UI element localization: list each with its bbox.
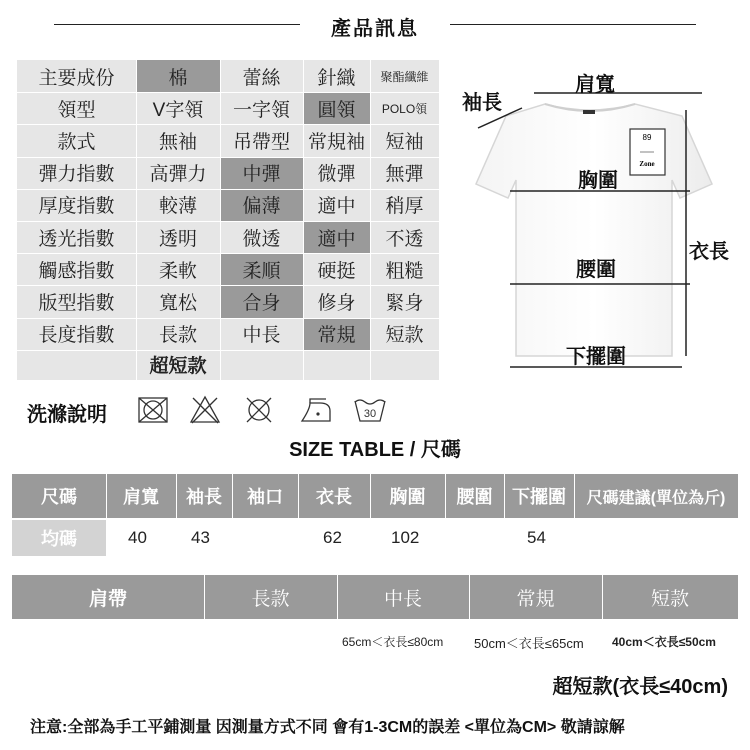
- shirt-label-length: 衣長: [689, 241, 729, 263]
- shirt-label-chest: 胸圍: [578, 170, 618, 192]
- wash-temp: 30: [363, 408, 377, 420]
- attr-option: 長款: [158, 325, 197, 347]
- value-length: 62: [323, 528, 342, 547]
- attr-label: 款式: [57, 131, 96, 153]
- grid-divider: [17, 92, 439, 93]
- no-wash-icon: [136, 393, 170, 432]
- attr-option: 透明: [158, 228, 197, 250]
- shirt-label-sleeve: 袖長: [462, 92, 502, 114]
- value-hem: 54: [527, 528, 546, 547]
- attr-option: 蕾絲: [242, 67, 281, 89]
- size-header-cell: 腰圍: [456, 487, 493, 507]
- attr-option: 針織: [317, 67, 356, 89]
- no-tumble-dry-icon: [242, 393, 276, 432]
- length-header-cell: 常規: [516, 588, 555, 610]
- length-header-divider: [204, 575, 205, 619]
- attribute-grid: [17, 60, 439, 380]
- attr-option: 較薄: [158, 196, 197, 218]
- grid-divider: [370, 60, 371, 380]
- size-header-cell: 肩寬: [123, 487, 159, 507]
- attr-option: 常規袖: [307, 131, 365, 153]
- wash-instructions-label: 洗滌說明: [27, 404, 107, 426]
- size-header-divider: [106, 474, 107, 518]
- grid-divider: [220, 60, 221, 380]
- attr-option: 常規: [303, 318, 370, 350]
- size-header-divider: [504, 474, 505, 518]
- size-cell-one-size: 均碼: [12, 520, 106, 556]
- grid-divider: [303, 60, 304, 380]
- size-header-cell: 下擺圍: [512, 487, 566, 507]
- attr-option-ultra-short: 超短款: [149, 356, 207, 378]
- attr-option: 柔軟: [158, 260, 197, 282]
- attr-option: 合身: [220, 285, 303, 317]
- grid-divider: [17, 157, 439, 158]
- attr-option: 微彈: [317, 164, 356, 186]
- value-sleeve: 43: [191, 528, 210, 547]
- attr-option: 粗糙: [385, 260, 424, 282]
- size-header-divider: [176, 474, 177, 518]
- attr-option: 中長: [242, 325, 281, 347]
- size-table-title: SIZE TABLE / 尺碼: [289, 439, 461, 461]
- length-header-cell: 中長: [383, 588, 422, 610]
- attr-option: 微透: [242, 228, 281, 250]
- range-regular: 40cm＜衣長≤50cm: [612, 635, 716, 649]
- grid-divider: [17, 189, 439, 190]
- attr-label: 透光指數: [38, 228, 115, 250]
- range-mid-long: 50cm＜衣長≤65cm: [474, 636, 584, 651]
- attr-option: 一字領: [232, 99, 290, 121]
- attr-label: 厚度指數: [38, 196, 115, 218]
- size-header-cell: 袖長: [186, 487, 222, 507]
- shirt-label-waist: 腰圍: [576, 259, 616, 281]
- grid-divider: [17, 318, 439, 319]
- grid-divider: [17, 285, 439, 286]
- range-long: 65cm＜衣長≤80cm: [342, 635, 444, 649]
- size-header-cell: 尺碼: [41, 487, 77, 507]
- size-header-divider: [445, 474, 446, 518]
- length-header-cell: 短款: [650, 588, 689, 610]
- grid-divider: [136, 60, 137, 380]
- attr-option: 聚酯纖維: [380, 69, 429, 84]
- length-header-divider: [469, 575, 470, 619]
- length-header-cell: 肩帶: [88, 588, 127, 610]
- tag-brand: Zone: [639, 160, 655, 168]
- shirt-label-hem: 下擺圍: [566, 346, 626, 368]
- attr-option: 棉: [136, 60, 220, 92]
- grid-divider: [17, 253, 439, 254]
- attr-option: 短袖: [385, 131, 424, 153]
- size-header-divider: [232, 474, 233, 518]
- size-header-cell: 袖口: [247, 487, 283, 507]
- size-header-divider: [298, 474, 299, 518]
- ultra-short-note: 超短款(衣長≤40cm): [552, 676, 728, 698]
- attr-option: 吊帶型: [232, 131, 290, 153]
- attr-label: 主要成份: [38, 67, 115, 89]
- size-header-divider: [370, 474, 371, 518]
- title-right-rule: [450, 24, 696, 25]
- attr-label: 版型指數: [38, 292, 115, 314]
- size-header-divider: [574, 474, 575, 518]
- size-header-cell: 衣長: [316, 487, 352, 507]
- length-table-header: [12, 575, 738, 619]
- attr-option: 無彈: [385, 164, 424, 186]
- attr-option: 修身: [317, 292, 356, 314]
- attr-option: V字領: [152, 99, 204, 121]
- attr-option: POLO領: [381, 101, 428, 116]
- attr-option: 偏薄: [220, 189, 303, 221]
- length-header-divider: [602, 575, 603, 619]
- page-title: 產品訊息: [331, 18, 419, 40]
- size-table-header: [12, 474, 738, 518]
- attr-option: 適中: [317, 196, 356, 218]
- attr-option: 圓領: [303, 92, 370, 124]
- attr-option: 柔順: [220, 253, 303, 285]
- attr-option: 稍厚: [385, 196, 424, 218]
- grid-divider: [17, 350, 439, 351]
- size-header-cell: 尺碼建議(單位為斤): [586, 489, 726, 507]
- attr-label: 彈力指數: [38, 164, 115, 186]
- tag-number: 89: [642, 133, 652, 142]
- iron-low-icon: [296, 393, 336, 432]
- grid-divider: [17, 221, 439, 222]
- attr-label: 長度指數: [38, 325, 115, 347]
- attr-label: 領型: [57, 99, 96, 121]
- attr-option: 適中: [303, 221, 370, 253]
- measurement-disclaimer: 注意:全部為手工平鋪測量 因測量方式不同 會有1-3CM的誤差 <單位為CM> 敬請諒解: [30, 719, 625, 736]
- attr-option: 中彈: [220, 157, 303, 189]
- title-left-rule: [54, 24, 300, 25]
- length-header-divider: [337, 575, 338, 619]
- attr-option: 寬松: [158, 292, 197, 314]
- wash-30-icon: [352, 393, 388, 432]
- no-bleach-icon: [188, 393, 222, 432]
- value-shoulder: 40: [128, 528, 147, 547]
- attr-option: 短款: [385, 325, 424, 347]
- value-chest: 102: [391, 528, 420, 547]
- grid-divider: [17, 124, 439, 125]
- attr-option: 不透: [385, 228, 424, 250]
- attr-option: 緊身: [385, 292, 424, 314]
- size-header-cell: 胸圍: [389, 487, 426, 507]
- attr-option: 無袖: [158, 131, 197, 153]
- attr-option: 硬挺: [317, 260, 356, 282]
- attr-option: 高彈力: [149, 164, 207, 186]
- length-header-cell: 長款: [251, 588, 290, 610]
- shirt-label-shoulder: 肩寬: [575, 74, 615, 96]
- attr-label: 觸感指數: [38, 260, 115, 282]
